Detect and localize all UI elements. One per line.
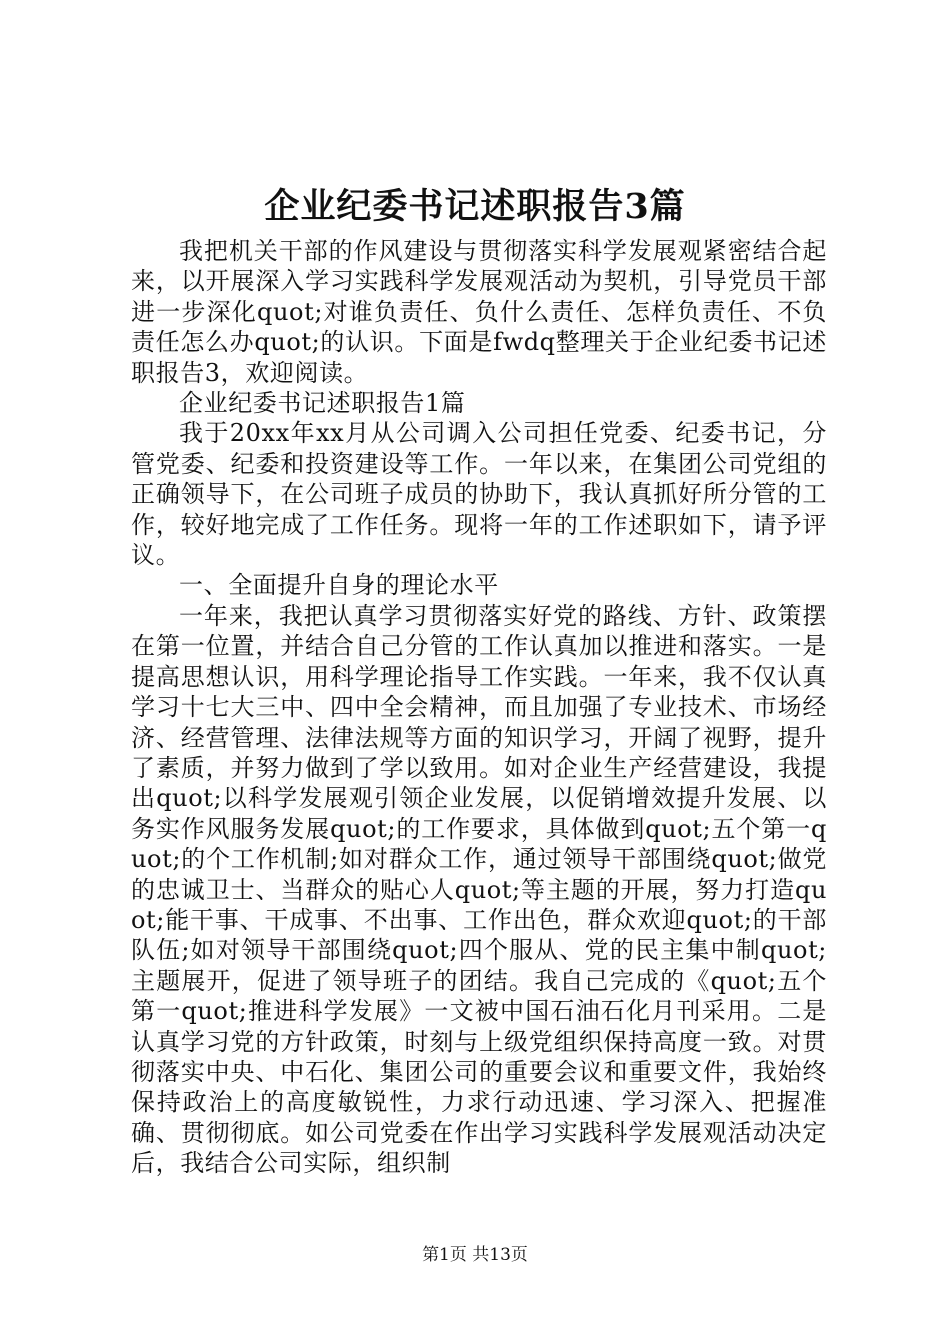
- document-body: [131, 236, 827, 1179]
- document-title: 企业纪委书记述职报告3篇: [264, 186, 686, 227]
- section-heading-theory: 一、全面提升自身的理论水平: [179, 571, 499, 600]
- intro-paragraph: 我把机关干部的作风建设与贯彻落实科学发展观紧密结合起来，以开展深入学习实践科学发展观活动为契机，引导党员干部进一步深化quot;对谁负责任、负什么责任、怎样负责任、不负责任怎么办quot;的认识。下面是fwdq整理关于企业纪委书记述职报告3，欢迎阅读。: [131, 237, 827, 387]
- body-paragraph: 我于20xx年xx月从公司调入公司担任党委、纪委书记，分管党委、纪委和投资建设等工作。一年以来，在集团公司党组的正确领导下，在公司班子成员的协助下，我认真抓好所分管的工作，较好地完成了工作任务。现将一年的工作述职如下，请予评议。: [131, 419, 827, 570]
- page-number-footer: 第1页 共13页: [422, 1245, 528, 1265]
- section-heading-report-1: 企业纪委书记述职报告1篇: [179, 389, 466, 418]
- body-paragraph: 一年来，我把认真学习贯彻落实好党的路线、方针、政策摆在第一位置，并结合自己分管的工作认真加以推进和落实。一是提高思想认识，用科学理论指导工作实践。一年来，我不仅认真学习十七大三中、四中全会精神，而且加强了专业技术、市场经济、经营管理、法律法规等方面的知识学习，开阔了视野，提升了素质，并努力做到了学以致用。如对企业生产经营建设，我提出quot;以科学发展观引领企业发展，以促销增效提升发展、以务实作风服务发展quot;的工作要求，具体做到quot;五个第一quot;的个工作机制;如对群众工作，通过领导干部围绕quot;做党的忠诚卫士、当群众的贴心人quot;等主题的开展，努力打造quot;能干事、干成事、不出事、工作出色，群众欢迎quot;的干部队伍;如对领导干部围绕quot;四个服从、党的民主集中制quot;主题展开，促进了领导班子的团结。我自己完成的《quot;五个第一quot;推进科学发展》一文被中国石油石化月刊采用。二是认真学习党的方针政策，时刻与上级党组织保持高度一致。对贯彻落实中央、中石化、集团公司的重要会议和重要文件，我始终保持政治上的高度敏锐性，力求行动迅速、学习深入、把握准确、贯彻彻底。如公司党委在作出学习实践科学发展观活动决定后，我结合公司实际，组织制: [131, 601, 827, 1178]
